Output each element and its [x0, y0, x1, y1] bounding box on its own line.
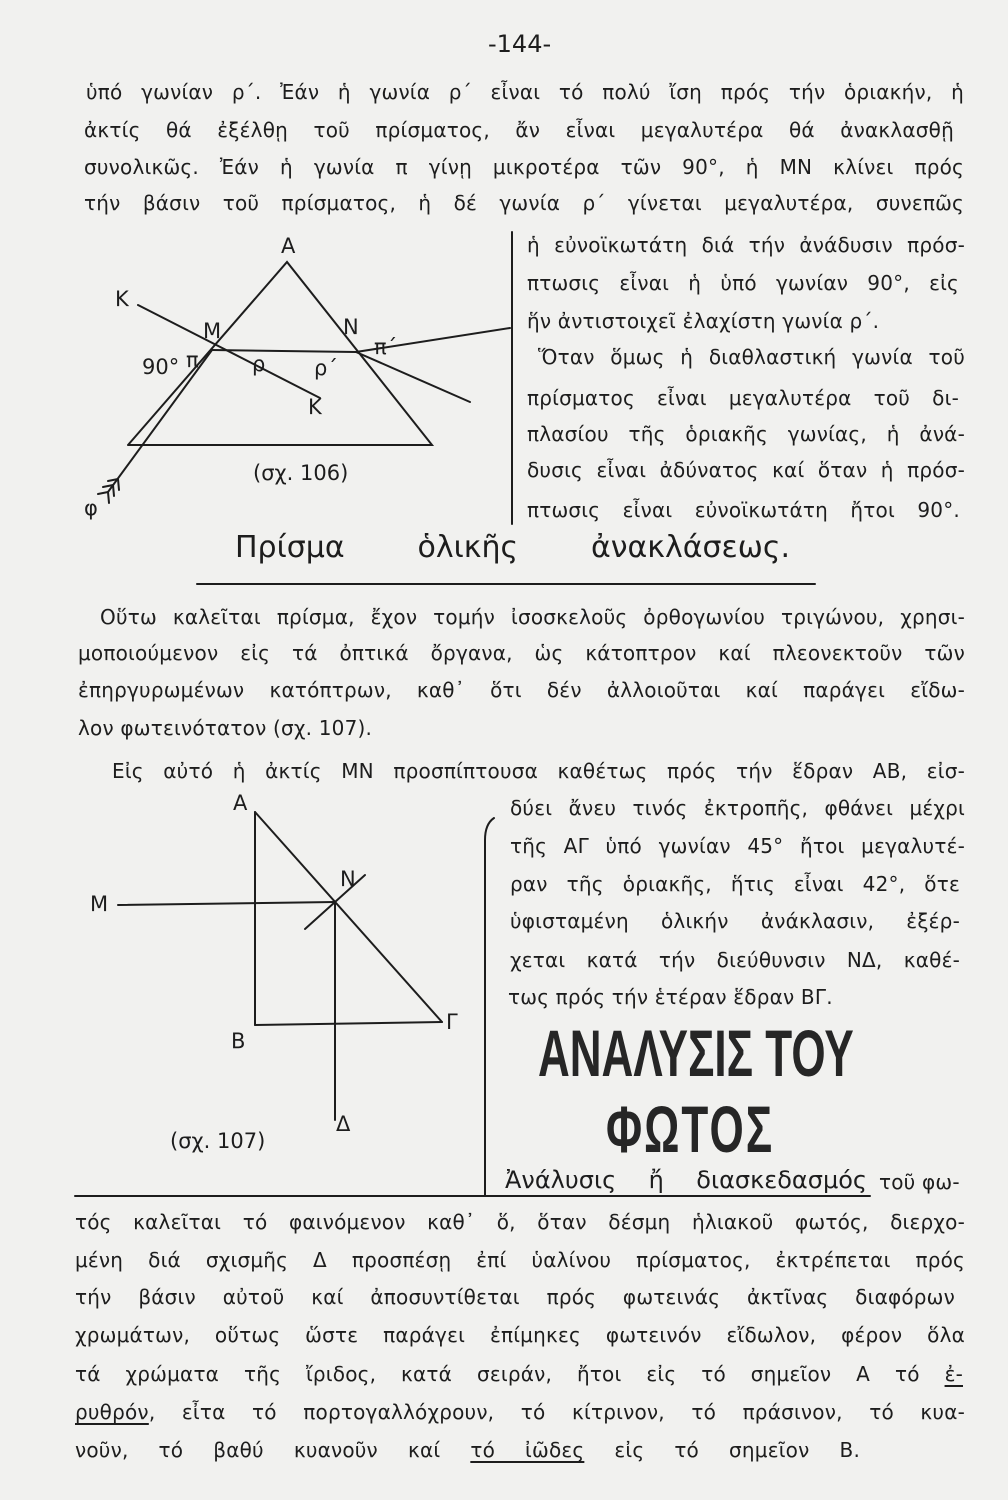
text-line: χρωμάτων, οὕτως ὥστε παράγει ἐπίμηκες φωτεινόν εἴδωλον, φέρον ὅλα — [75, 1323, 965, 1347]
text-line: συνολικῶς. Ἐάν ἡ γωνία π γίνῃ μικροτέρα τῶν 90°, ἡ ΜΝ κλίνει πρός — [84, 155, 964, 179]
figure-label: Δ — [336, 1112, 351, 1136]
emergent-ray — [356, 352, 470, 402]
figure-label: Κ — [115, 287, 129, 311]
underlined-text: τό ἰῶδες — [470, 1438, 585, 1462]
figure-label: π — [186, 348, 199, 372]
text-line: τός καλεῖται τό φαινόμενον καθ᾽ ὅ, ὅταν δέσμη ἡλιακοῦ φωτός, διερχο- — [75, 1210, 965, 1234]
page-number: -144- — [488, 30, 552, 58]
text-line: Εἰς αὐτό ἡ ἀκτίς ΜΝ προσπίπτουσα καθέτως πρός τήν ἕδραν ΑΒ, εἰσ- — [112, 759, 965, 783]
text-line: ραν τῆς ὁριακῆς, ἥτις εἶναι 42°, ὅτε — [510, 872, 960, 896]
figure-caption: (σχ. 107) — [170, 1129, 266, 1153]
section-heading: Πρίσμα ὁλικῆς ἀνακλάσεως. — [235, 530, 790, 565]
text-line: πτωσις εἶναι εὐνοϊκωτάτη ἤτοι 90°. — [527, 498, 960, 522]
arrow-feather — [118, 479, 119, 490]
figure-label: Β — [231, 1029, 246, 1053]
figure-label: ρ — [252, 352, 266, 376]
figure-label: Ν — [340, 867, 356, 891]
text-line: πτωσις εἶναι ἡ ὑπό γωνίαν 90°, εἰς — [527, 271, 959, 295]
figure-label: 90° — [142, 355, 180, 379]
text-line: λον φωτεινότατον (σχ. 107). — [78, 716, 373, 740]
section-title: Ἀνάλυσις ἤ διασκεδασμός — [505, 1166, 867, 1194]
text-segment: εἰς τό σημεῖον Β. — [584, 1438, 860, 1462]
underlined-text: ἐ- — [944, 1362, 963, 1386]
arrow-feather — [113, 485, 114, 496]
text-line: μένη διά σχισμῆς Δ προσπέσῃ ἐπί ὑαλίνου πρίσματος, ἐκτρέπεται πρός — [75, 1248, 965, 1272]
figure-label: Α — [233, 791, 248, 815]
figure-label: ρ΄ — [314, 356, 338, 380]
text-line: δυσις εἶναι ἀδύνατος καί ὅταν ἡ πρόσ- — [527, 458, 965, 482]
underlined-text: ρυθρόν — [75, 1400, 149, 1424]
refracted-ray — [212, 350, 356, 352]
text-line: Ὅταν ὅμως ἡ διαθλαστική γωνία τοῦ — [538, 345, 965, 369]
figure-label: Γ — [446, 1010, 458, 1034]
text-line: ἥν ἀντιστοιχεῖ ἐλαχίστη γωνία ρ΄. — [527, 309, 880, 333]
text-line: πλασίου τῆς ὁριακῆς γωνίας, ἡ ἀνά- — [527, 422, 965, 446]
text-line: τως πρός τήν ἑτέραν ἕδραν ΒΓ. — [508, 985, 833, 1009]
text-line: ἡ εὐνοϊκωτάτη διά τήν ἀνάδυσιν πρόσ- — [527, 233, 965, 257]
figure-caption: (σχ. 106) — [253, 461, 349, 485]
column-divider — [485, 818, 494, 1196]
text-line: τήν βάσιν τοῦ πρίσματος, ἡ δέ γωνία ρ΄ γίνεται μεγαλυτέρα, συνεπῶς — [84, 191, 964, 215]
figure-label: φ — [84, 496, 98, 520]
text-line — [75, 1400, 965, 1424]
figure-label: Μ — [203, 319, 222, 343]
figure-label: Κ — [308, 395, 322, 419]
figure-label: Μ — [90, 892, 109, 916]
typed-heading-line2: ΦΩΤΟΣ — [606, 1093, 775, 1167]
figure-label: π΄ — [374, 335, 398, 359]
figure-107-diagram — [118, 812, 442, 1120]
text-line: ἀκτίς θά ἐξέλθῃ τοῦ πρίσματος, ἄν εἶναι μεγαλυτέρα θά ἀνακλασθῇ — [84, 118, 954, 142]
incident-ray-mn — [118, 902, 335, 905]
text-line: τῆς ΑΓ ὑπό γωνίαν 45° ἤτοι μεγαλυτέ- — [510, 834, 965, 858]
text-line: ὑφισταμένη ὁλικήν ἀνάκλασιν, ἐξέρ- — [510, 909, 960, 933]
face-bg — [255, 1022, 442, 1025]
text-line: τοῦ φω- — [879, 1170, 960, 1194]
face-ag — [255, 812, 442, 1022]
text-line: τήν βάσιν αὐτοῦ καί ἀποσυντίθεται πρός φωτεινάς ἀκτῖνας διαφόρων — [75, 1285, 955, 1309]
text-segment: νοῦν, τό βαθύ κυανοῦν καί — [75, 1438, 471, 1462]
text-line: ἐπηργυρωμένων κατόπτρων, καθ᾽ ὅτι δέν ἀλλοιοῦται καί παράγει εἴδω- — [78, 678, 965, 702]
arrow-feather — [108, 492, 109, 503]
text-line: πρίσματος εἶναι μεγαλυτέρα τοῦ δι- — [527, 386, 959, 410]
text-segment: τά χρώματα τῆς ἴριδος, κατά σειράν, ἤτοι εἰς τό σημεῖον Α τό — [75, 1362, 945, 1386]
figure-label: Ν — [343, 315, 359, 339]
text-line: ὑπό γωνίαν ρ΄. Ἐάν ἡ γωνία ρ΄ εἶναι τό πολύ ἴση πρός τήν ὁριακήν, ἡ — [86, 80, 964, 104]
arrow-feather — [98, 492, 108, 494]
text-line — [75, 1438, 860, 1462]
text-line — [75, 1362, 963, 1386]
text-line: χεται κατά τήν διεύθυνσιν ΝΔ, καθέ- — [510, 948, 960, 972]
figure-label: Α — [281, 234, 296, 258]
text-line: μοποιούμενον εἰς τά ὀπτικά ὄργανα, ὡς κάτοπτρον καί πλεονεκτοῦν τῶν — [78, 641, 965, 665]
typed-heading-line1: ΑΝΑΛΥΣΙΣ ΤΟΥ — [538, 1017, 854, 1091]
text-segment: , εἶτα τό πορτογαλλόχρουν, τό κίτρινον, τό πράσινον, τό κυα- — [148, 1400, 965, 1424]
text-line: δύει ἄνευ τινός ἐκτροπῆς, φθάνει μέχρι — [510, 796, 965, 820]
text-line: Οὕτω καλεῖται πρίσμα, ἔχον τομήν ἰσοσκελοῦς ὀρθογωνίου τριγώνου, χρησι- — [100, 605, 965, 629]
